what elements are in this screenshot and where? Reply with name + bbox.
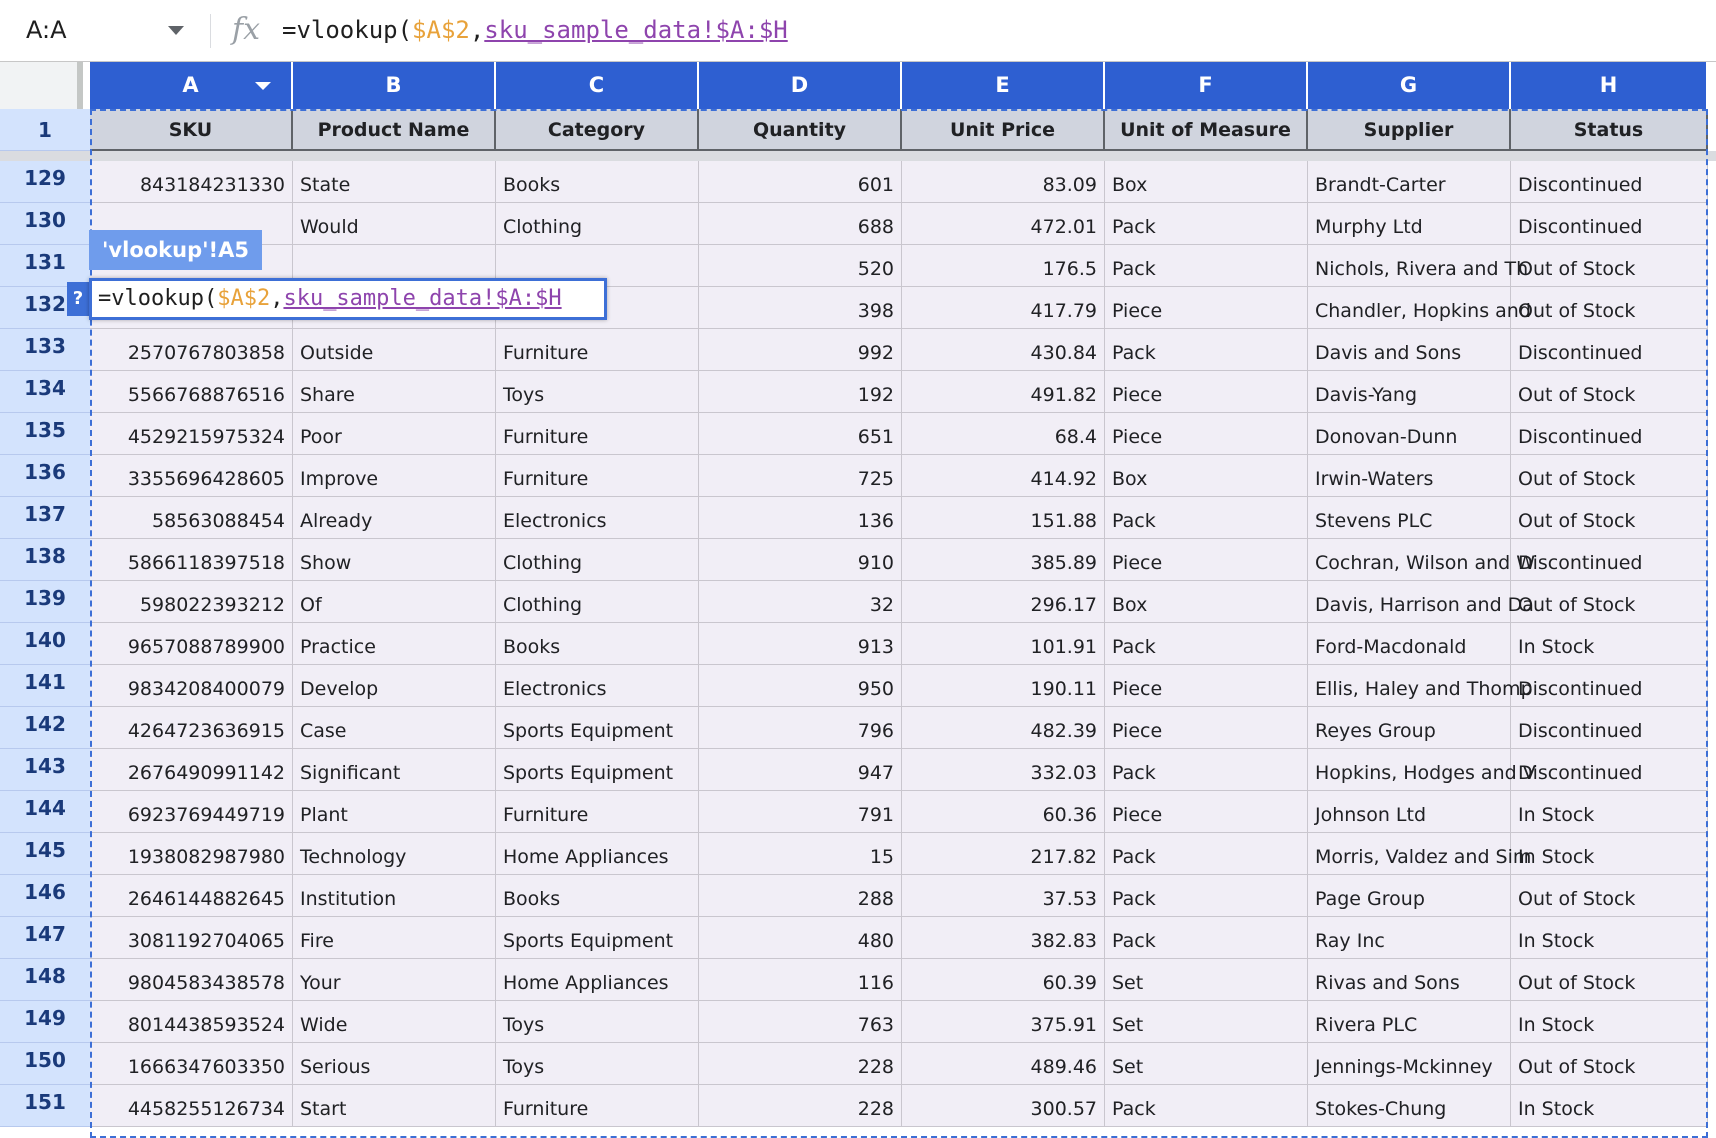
table-cell[interactable]: Page Group [1308,875,1511,917]
table-cell[interactable]: Out of Stock [1511,455,1708,497]
formula-comma: , [469,16,485,44]
table-cell[interactable]: Furniture [496,413,699,455]
table-cell[interactable]: Piece [1105,413,1308,455]
table-cell[interactable]: Toys [496,1001,699,1043]
table-row [90,1043,1708,1085]
row-header[interactable]: 145 [0,833,90,875]
table-cell[interactable]: Pack [1105,917,1308,959]
table-cell[interactable]: 843184231330 [90,161,293,203]
table-cell[interactable]: 60.39 [902,959,1105,1001]
table-cell[interactable]: Home Appliances [496,959,699,1001]
table-row [90,623,1708,665]
table-cell[interactable]: 382.83 [902,917,1105,959]
table-header-row [90,109,1708,151]
table-cell[interactable]: Rivera PLC [1308,1001,1511,1043]
table-cell[interactable]: 296.17 [902,581,1105,623]
table-cell[interactable]: Clothing [496,203,699,245]
table-cell[interactable]: Electronics [496,665,699,707]
table-row [90,455,1708,497]
table-cell[interactable]: Ray Inc [1308,917,1511,959]
table-cell[interactable]: 417.79 [902,287,1105,329]
row-header[interactable]: 133 [0,329,90,371]
row-header[interactable]: 130 [0,203,90,245]
table-cell[interactable]: 5866118397518 [90,539,293,581]
table-cell[interactable]: 601 [699,161,902,203]
table-cell[interactable]: In Stock [1511,917,1708,959]
table-cell[interactable]: 398 [699,287,902,329]
table-cell[interactable]: 4264723636915 [90,707,293,749]
table-cell[interactable]: Electronics [496,497,699,539]
table-cell[interactable]: Discontinued [1511,329,1708,371]
table-cell[interactable]: Pack [1105,833,1308,875]
table-cell[interactable]: Set [1105,1001,1308,1043]
table-cell[interactable]: 217.82 [902,833,1105,875]
table-cell[interactable]: 598022393212 [90,581,293,623]
table-cell[interactable]: Institution [293,875,496,917]
table-cell[interactable]: Show [293,539,496,581]
table-cell[interactable]: Pack [1105,1085,1308,1127]
table-cell[interactable]: Piece [1105,665,1308,707]
table-cell[interactable]: 482.39 [902,707,1105,749]
table-cell[interactable]: 950 [699,665,902,707]
table-cell[interactable]: Outside [293,329,496,371]
table-cell[interactable]: 83.09 [902,161,1105,203]
formula-input[interactable] [282,16,788,44]
table-cell[interactable]: Pack [1105,497,1308,539]
table-cell[interactable]: Discontinued [1511,161,1708,203]
table-cell[interactable]: 992 [699,329,902,371]
table-cell[interactable]: Murphy Ltd [1308,203,1511,245]
table-cell[interactable]: 5566768876516 [90,371,293,413]
column-header-e[interactable]: E [902,62,1105,109]
table-cell[interactable]: Piece [1105,539,1308,581]
formula-prefix: =vlookup( [282,16,413,44]
column-header-c[interactable]: C [496,62,699,109]
table-row [90,497,1708,539]
table-row [90,875,1708,917]
row-header[interactable]: 146 [0,875,90,917]
table-row [90,329,1708,371]
table-cell[interactable]: 58563088454 [90,497,293,539]
table-cell[interactable]: Improve [293,455,496,497]
table-cell[interactable]: Stokes-Chung [1308,1085,1511,1127]
table-cell[interactable]: 1666347603350 [90,1043,293,1085]
editor-formula-ref-2: sku_sample_data!$A:$H [283,286,562,311]
table-row [90,749,1708,791]
table-cell[interactable]: 4458255126734 [90,1085,293,1127]
column-header-d[interactable]: D [699,62,902,109]
header-cell[interactable]: Status [1511,109,1708,151]
table-cell[interactable]: Stevens PLC [1308,497,1511,539]
table-row [90,1001,1708,1043]
table-row [90,707,1708,749]
table-cell[interactable]: 332.03 [902,749,1105,791]
table-cell[interactable]: 228 [699,1043,902,1085]
table-cell[interactable]: 9804583438578 [90,959,293,1001]
row-header[interactable]: 134 [0,371,90,413]
row-header[interactable]: 1 [0,109,90,151]
table-row [90,1085,1708,1127]
table-cell[interactable]: 2646144882645 [90,875,293,917]
table-cell[interactable]: Your [293,959,496,1001]
table-cell[interactable]: Serious [293,1043,496,1085]
header-cell[interactable]: Supplier [1308,109,1511,151]
table-cell[interactable]: 375.91 [902,1001,1105,1043]
table-row [90,833,1708,875]
table-cell[interactable]: Toys [496,371,699,413]
table-cell[interactable]: 190.11 [902,665,1105,707]
table-cell[interactable]: 176.5 [902,245,1105,287]
table-cell[interactable]: Out of Stock [1511,245,1708,287]
table-cell[interactable]: Of [293,581,496,623]
table-cell[interactable]: 3081192704065 [90,917,293,959]
table-cell[interactable]: Ellis, Haley and Thomp [1308,665,1511,707]
header-cell[interactable]: SKU [90,109,293,151]
table-cell[interactable]: 101.91 [902,623,1105,665]
formula-bar-divider [210,14,211,48]
table-cell[interactable]: 68.4 [902,413,1105,455]
table-cell[interactable]: Morris, Valdez and Sim [1308,833,1511,875]
table-cell[interactable]: In Stock [1511,833,1708,875]
table-cell[interactable]: 1938082987980 [90,833,293,875]
table-cell[interactable]: Practice [293,623,496,665]
table-cell[interactable]: Pack [1105,749,1308,791]
row-header[interactable]: 142 [0,707,90,749]
table-cell[interactable]: Discontinued [1511,413,1708,455]
table-cell[interactable]: Chandler, Hopkins and [1308,287,1511,329]
table-cell[interactable]: Furniture [496,329,699,371]
table-cell[interactable]: Technology [293,833,496,875]
table-cell[interactable]: In Stock [1511,623,1708,665]
row-header[interactable]: 150 [0,1043,90,1085]
table-cell[interactable]: Hopkins, Hodges and V [1308,749,1511,791]
table-cell[interactable]: Out of Stock [1511,875,1708,917]
table-cell[interactable]: Davis, Harrison and Da [1308,581,1511,623]
table-cell[interactable]: Pack [1105,875,1308,917]
row-header[interactable]: 143 [0,749,90,791]
cell-formula-editor[interactable] [89,278,607,320]
table-cell[interactable]: Davis-Yang [1308,371,1511,413]
row-header[interactable]: 138 [0,539,90,581]
table-cell[interactable]: Pack [1105,329,1308,371]
table-cell[interactable]: Significant [293,749,496,791]
table-cell[interactable]: 472.01 [902,203,1105,245]
table-cell[interactable]: Discontinued [1511,203,1708,245]
table-row [90,371,1708,413]
editor-formula-comma: , [270,286,284,311]
table-cell[interactable]: Share [293,371,496,413]
table-cell[interactable]: Box [1105,161,1308,203]
name-box[interactable]: A:A [26,16,67,44]
table-cell[interactable]: Out of Stock [1511,497,1708,539]
table-cell[interactable]: Jennings-Mckinney [1308,1043,1511,1085]
table-cell[interactable]: 60.36 [902,791,1105,833]
table-cell[interactable]: In Stock [1511,1085,1708,1127]
table-cell[interactable]: 151.88 [902,497,1105,539]
table-cell[interactable]: 489.46 [902,1043,1105,1085]
table-cell[interactable]: 791 [699,791,902,833]
column-header-h[interactable]: H [1511,62,1708,109]
table-cell[interactable]: Furniture [496,791,699,833]
table-cell[interactable]: 228 [699,1085,902,1127]
table-cell[interactable]: 480 [699,917,902,959]
table-cell[interactable]: Discontinued [1511,665,1708,707]
table-cell[interactable]: Ford-Macdonald [1308,623,1511,665]
row-header[interactable]: 132 [0,287,90,329]
formula-bar [0,0,1716,62]
table-cell[interactable]: Toys [496,1043,699,1085]
table-cell[interactable]: Plant [293,791,496,833]
table-cell[interactable]: Clothing [496,581,699,623]
table-cell[interactable]: Sports Equipment [496,917,699,959]
column-header-b[interactable]: B [293,62,496,109]
header-cell[interactable]: Product Name [293,109,496,151]
table-cell[interactable]: Nichols, Rivera and Th [1308,245,1511,287]
table-cell[interactable]: Johnson Ltd [1308,791,1511,833]
table-cell[interactable]: Out of Stock [1511,581,1708,623]
column-header-a[interactable]: A [90,62,293,109]
table-row [90,959,1708,1001]
table-cell[interactable]: Pack [1105,245,1308,287]
table-cell[interactable]: 8014438593524 [90,1001,293,1043]
table-row [90,539,1708,581]
table-row [90,413,1708,455]
table-cell[interactable]: 725 [699,455,902,497]
row-header[interactable]: 147 [0,917,90,959]
table-cell[interactable]: 3355696428605 [90,455,293,497]
table-row [90,917,1708,959]
header-cell[interactable]: Category [496,109,699,151]
table-cell[interactable]: 32 [699,581,902,623]
formula-help-icon[interactable]: ? [67,282,89,316]
table-cell[interactable]: 116 [699,959,902,1001]
table-cell[interactable]: 491.82 [902,371,1105,413]
table-cell[interactable]: Out of Stock [1511,371,1708,413]
row-header[interactable]: 129 [0,161,90,203]
table-cell[interactable]: Piece [1105,371,1308,413]
row-header[interactable]: 139 [0,581,90,623]
table-cell[interactable]: 136 [699,497,902,539]
column-header-g[interactable]: G [1308,62,1511,109]
table-cell[interactable]: 9834208400079 [90,665,293,707]
table-cell[interactable]: Pack [1105,623,1308,665]
table-cell[interactable]: 947 [699,749,902,791]
table-cell[interactable]: Set [1105,959,1308,1001]
row-header[interactable]: 136 [0,455,90,497]
table-cell[interactable]: 910 [699,539,902,581]
table-row [90,665,1708,707]
table-cell[interactable]: Case [293,707,496,749]
table-cell[interactable]: Box [1105,455,1308,497]
name-box-dropdown-icon[interactable] [168,26,184,35]
table-cell[interactable]: 37.53 [902,875,1105,917]
table-cell[interactable]: Set [1105,1043,1308,1085]
table-cell[interactable]: Irwin-Waters [1308,455,1511,497]
table-row [90,161,1708,203]
table-cell[interactable]: 796 [699,707,902,749]
table-cell[interactable]: Fire [293,917,496,959]
table-cell[interactable]: 4529215975324 [90,413,293,455]
table-cell[interactable]: 385.89 [902,539,1105,581]
table-cell[interactable]: Out of Stock [1511,959,1708,1001]
table-cell[interactable]: Discontinued [1511,539,1708,581]
table-cell[interactable]: 15 [699,833,902,875]
row-header[interactable]: 141 [0,665,90,707]
row-header[interactable]: 137 [0,497,90,539]
table-cell[interactable]: Piece [1105,287,1308,329]
table-cell[interactable]: In Stock [1511,791,1708,833]
table-cell[interactable]: In Stock [1511,1001,1708,1043]
row-header[interactable]: 135 [0,413,90,455]
table-cell[interactable]: Piece [1105,791,1308,833]
table-cell[interactable]: Rivas and Sons [1308,959,1511,1001]
table-cell[interactable]: Cochran, Wilson and W [1308,539,1511,581]
cell-reference-tooltip: 'vlookup'!A5 [89,230,262,270]
table-cell[interactable]: Poor [293,413,496,455]
table-cell[interactable]: Out of Stock [1511,1043,1708,1085]
table-cell[interactable]: Box [1105,581,1308,623]
table-cell[interactable]: 520 [699,245,902,287]
frozen-row-divider[interactable] [0,151,1716,161]
row-header[interactable]: 149 [0,1001,90,1043]
fx-icon: fx [232,12,261,47]
table-cell[interactable]: 192 [699,371,902,413]
formula-ref-2: sku_sample_data!$A:$H [484,16,788,44]
table-cell[interactable]: 2676490991142 [90,749,293,791]
table-cell[interactable]: 6923769449719 [90,791,293,833]
row-header[interactable]: 151 [0,1085,90,1127]
table-cell[interactable]: Books [496,623,699,665]
table-cell[interactable]: Out of Stock [1511,287,1708,329]
header-cell[interactable]: Unit of Measure [1105,109,1308,151]
row-header[interactable]: 140 [0,623,90,665]
row-header[interactable]: 148 [0,959,90,1001]
column-header-f[interactable]: F [1105,62,1308,109]
table-cell[interactable]: 2570767803858 [90,329,293,371]
table-cell[interactable]: Clothing [496,539,699,581]
table-cell[interactable]: 763 [699,1001,902,1043]
table-cell[interactable]: Already [293,497,496,539]
table-cell[interactable]: Davis and Sons [1308,329,1511,371]
table-cell[interactable]: Donovan-Dunn [1308,413,1511,455]
table-cell[interactable]: Sports Equipment [496,749,699,791]
table-cell[interactable]: Furniture [496,455,699,497]
table-cell[interactable]: State [293,161,496,203]
table-cell[interactable]: Furniture [496,1085,699,1127]
table-cell[interactable]: Discontinued [1511,749,1708,791]
table-cell[interactable]: Pack [1105,203,1308,245]
row-header[interactable]: 144 [0,791,90,833]
header-cell[interactable]: Unit Price [902,109,1105,151]
table-cell[interactable]: 688 [699,203,902,245]
table-cell[interactable]: 913 [699,623,902,665]
table-row [90,581,1708,623]
table-cell[interactable]: 9657088789900 [90,623,293,665]
row-header[interactable]: 131 [0,245,90,287]
table-cell[interactable]: Books [496,161,699,203]
column-menu-chevron-icon[interactable] [255,82,271,90]
table-row [90,791,1708,833]
table-cell[interactable]: Sports Equipment [496,707,699,749]
table-cell[interactable]: Piece [1105,707,1308,749]
table-cell[interactable]: 430.84 [902,329,1105,371]
table-cell[interactable]: Brandt-Carter [1308,161,1511,203]
table-cell[interactable]: Books [496,875,699,917]
header-cell[interactable]: Quantity [699,109,902,151]
table-cell[interactable]: 300.57 [902,1085,1105,1127]
editor-formula-prefix: =vlookup( [98,286,218,311]
table-cell[interactable]: Reyes Group [1308,707,1511,749]
table-cell[interactable]: Start [293,1085,496,1127]
formula-ref-1: $A$2 [412,16,470,44]
table-cell[interactable]: 288 [699,875,902,917]
table-cell[interactable]: Home Appliances [496,833,699,875]
table-cell[interactable]: Would [293,203,496,245]
table-cell[interactable]: Discontinued [1511,707,1708,749]
select-all-corner[interactable] [0,62,83,109]
editor-formula-ref-1: $A$2 [217,286,271,311]
table-cell[interactable]: Develop [293,665,496,707]
table-cell[interactable]: 651 [699,413,902,455]
table-row [90,203,1708,245]
table-cell[interactable]: Wide [293,1001,496,1043]
table-cell[interactable]: 414.92 [902,455,1105,497]
